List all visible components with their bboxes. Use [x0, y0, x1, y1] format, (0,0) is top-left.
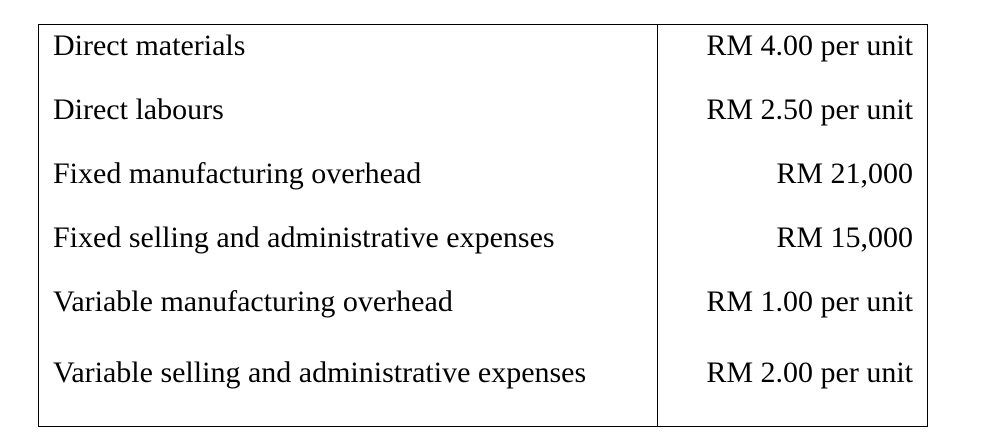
row-label-direct-labours: Direct labours [53, 93, 224, 126]
row-label-fixed-manufacturing-overhead: Fixed manufacturing overhead [53, 157, 422, 190]
row-value-direct-materials: RM 4.00 per unit [706, 29, 913, 62]
row-value-fixed-manufacturing-overhead: RM 21,000 [776, 157, 913, 190]
row-value-fixed-selling-admin-expenses: RM 15,000 [776, 221, 913, 254]
row-value-direct-labours: RM 2.50 per unit [706, 93, 913, 126]
row-label-fixed-selling-admin-expenses: Fixed selling and administrative expenses [53, 221, 555, 254]
row-value-variable-selling-admin-expenses: RM 2.00 per unit [706, 356, 913, 389]
row-label-variable-manufacturing-overhead: Variable manufacturing overhead [53, 285, 453, 318]
row-label-direct-materials: Direct materials [53, 29, 246, 62]
row-label-variable-selling-admin-expenses: Variable selling and administrative expenses [53, 356, 587, 389]
row-value-variable-manufacturing-overhead: RM 1.00 per unit [706, 285, 913, 318]
column-divider [657, 25, 658, 426]
cost-table [38, 24, 928, 427]
